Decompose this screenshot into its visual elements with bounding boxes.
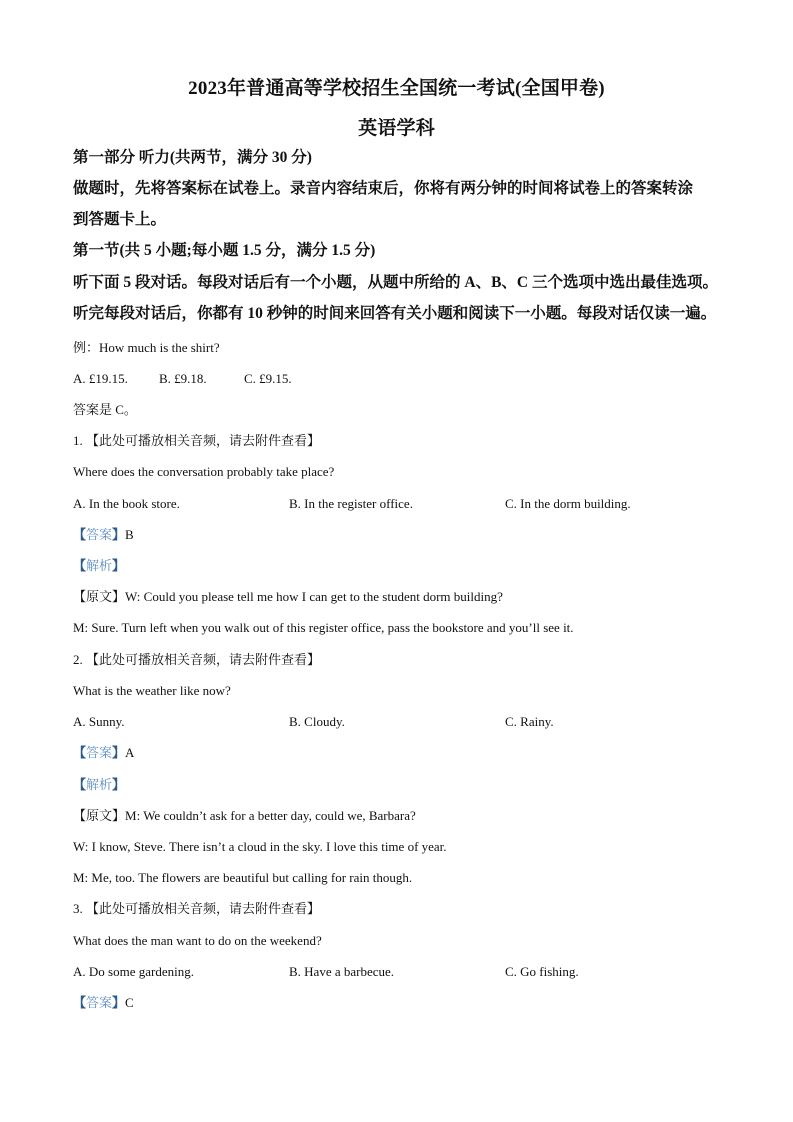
analysis-bracket-open: 【	[73, 777, 87, 792]
transcript-label: 【原文】	[73, 808, 126, 823]
example-option-c: C. £9.15.	[244, 371, 292, 386]
question-2-option-c: C. Rainy.	[505, 714, 554, 729]
answer-label: 答案	[86, 745, 113, 760]
answer-value: B	[125, 527, 134, 542]
transcript-line: M: We couldn’t ask for a better day, could we, Barbara?	[125, 808, 416, 823]
answer-label: 答案	[86, 527, 113, 542]
question-number: 1.	[73, 433, 83, 448]
audio-note[interactable]: 【此处可播放相关音频，请去附件查看】	[86, 433, 321, 448]
answer-label: 答案	[86, 995, 113, 1010]
analysis-label: 解析	[86, 777, 113, 792]
question-2-option-b: B. Cloudy.	[289, 714, 345, 729]
question-1-text: Where does the conversation probably take place?	[73, 464, 335, 479]
answer-bracket-open: 【	[73, 745, 87, 760]
example-option-a: A. £19.15.	[73, 371, 128, 386]
analysis-bracket-close: 】	[112, 558, 126, 573]
example-question: 例：How much is the shirt?	[73, 340, 220, 355]
question-3-option-b: B. Have a barbecue.	[289, 964, 395, 979]
question-2-transcript-1	[73, 807, 416, 825]
question-number: 3.	[73, 901, 83, 916]
subject-title: 英语学科	[358, 118, 435, 139]
analysis-bracket-close: 】	[112, 777, 126, 792]
answer-bracket-close: 】	[112, 527, 126, 542]
question-2-analysis	[73, 776, 125, 794]
instructions-line-2: 到答题卡上。	[73, 211, 167, 228]
page-title: 2023年普通高等学校招生全国统一考试(全国甲卷)	[188, 78, 605, 99]
question-2-transcript-3: M: Me, too. The flowers are beautiful but calling for rain though.	[73, 870, 413, 885]
example-option-b: B. £9.18.	[159, 371, 207, 386]
question-1-analysis	[73, 557, 125, 575]
audio-note[interactable]: 【此处可播放相关音频，请去附件查看】	[86, 652, 321, 667]
question-1-option-b: B. In the register office.	[289, 496, 413, 511]
question-2-text: What is the weather like now?	[73, 683, 231, 698]
question-3-option-c: C. Go fishing.	[505, 964, 579, 979]
question-3-answer	[73, 994, 134, 1012]
question-2-answer	[73, 744, 134, 762]
question-3-text: What does the man want to do on the weekend?	[73, 933, 322, 948]
transcript-label: 【原文】	[73, 589, 126, 604]
example-answer: 答案是 C。	[73, 402, 137, 417]
question-1-transcript-1	[73, 588, 503, 606]
section1-heading: 第一节(共 5 小题;每小题 1.5 分，满分 1.5 分)	[73, 242, 376, 259]
answer-bracket-close: 】	[112, 745, 126, 760]
instructions-line-1: 做题时，先将答案标在试卷上。录音内容结束后，你将有两分钟的时间将试卷上的答案转涂	[73, 180, 694, 197]
answer-bracket-close: 】	[112, 995, 126, 1010]
answer-value: A	[125, 745, 135, 760]
answer-value: C	[125, 995, 134, 1010]
question-2-header	[73, 651, 320, 669]
question-2-option-a: A. Sunny.	[73, 714, 125, 729]
question-number: 2.	[73, 652, 83, 667]
answer-bracket-open: 【	[73, 995, 87, 1010]
audio-note[interactable]: 【此处可播放相关音频，请去附件查看】	[86, 901, 321, 916]
question-1-header	[73, 432, 320, 450]
analysis-label: 解析	[86, 558, 113, 573]
question-1-option-a: A. In the book store.	[73, 496, 180, 511]
question-1-transcript-2: M: Sure. Turn left when you walk out of this register office, pass the bookstore and you’ll see it.	[73, 620, 574, 635]
section1-line-1: 听下面 5 段对话。每段对话后有一个小题，从题中所给的 A、B、C 三个选项中选出最佳选项。	[73, 274, 718, 291]
transcript-line: W: Could you please tell me how I can get to the student dorm building?	[125, 589, 503, 604]
part1-heading: 第一部分 听力(共两节，满分 30 分)	[73, 149, 312, 166]
question-1-option-c: C. In the dorm building.	[505, 496, 631, 511]
analysis-bracket-open: 【	[73, 558, 87, 573]
answer-bracket-open: 【	[73, 527, 87, 542]
question-2-transcript-2: W: I know, Steve. There isn’t a cloud in the sky. I love this time of year.	[73, 839, 447, 854]
question-1-answer	[73, 526, 134, 544]
question-3-option-a: A. Do some gardening.	[73, 964, 194, 979]
question-3-header	[73, 900, 320, 918]
section1-line-2: 听完每段对话后，你都有 10 秒钟的时间来回答有关小题和阅读下一小题。每段对话仅读一遍。	[73, 305, 717, 322]
